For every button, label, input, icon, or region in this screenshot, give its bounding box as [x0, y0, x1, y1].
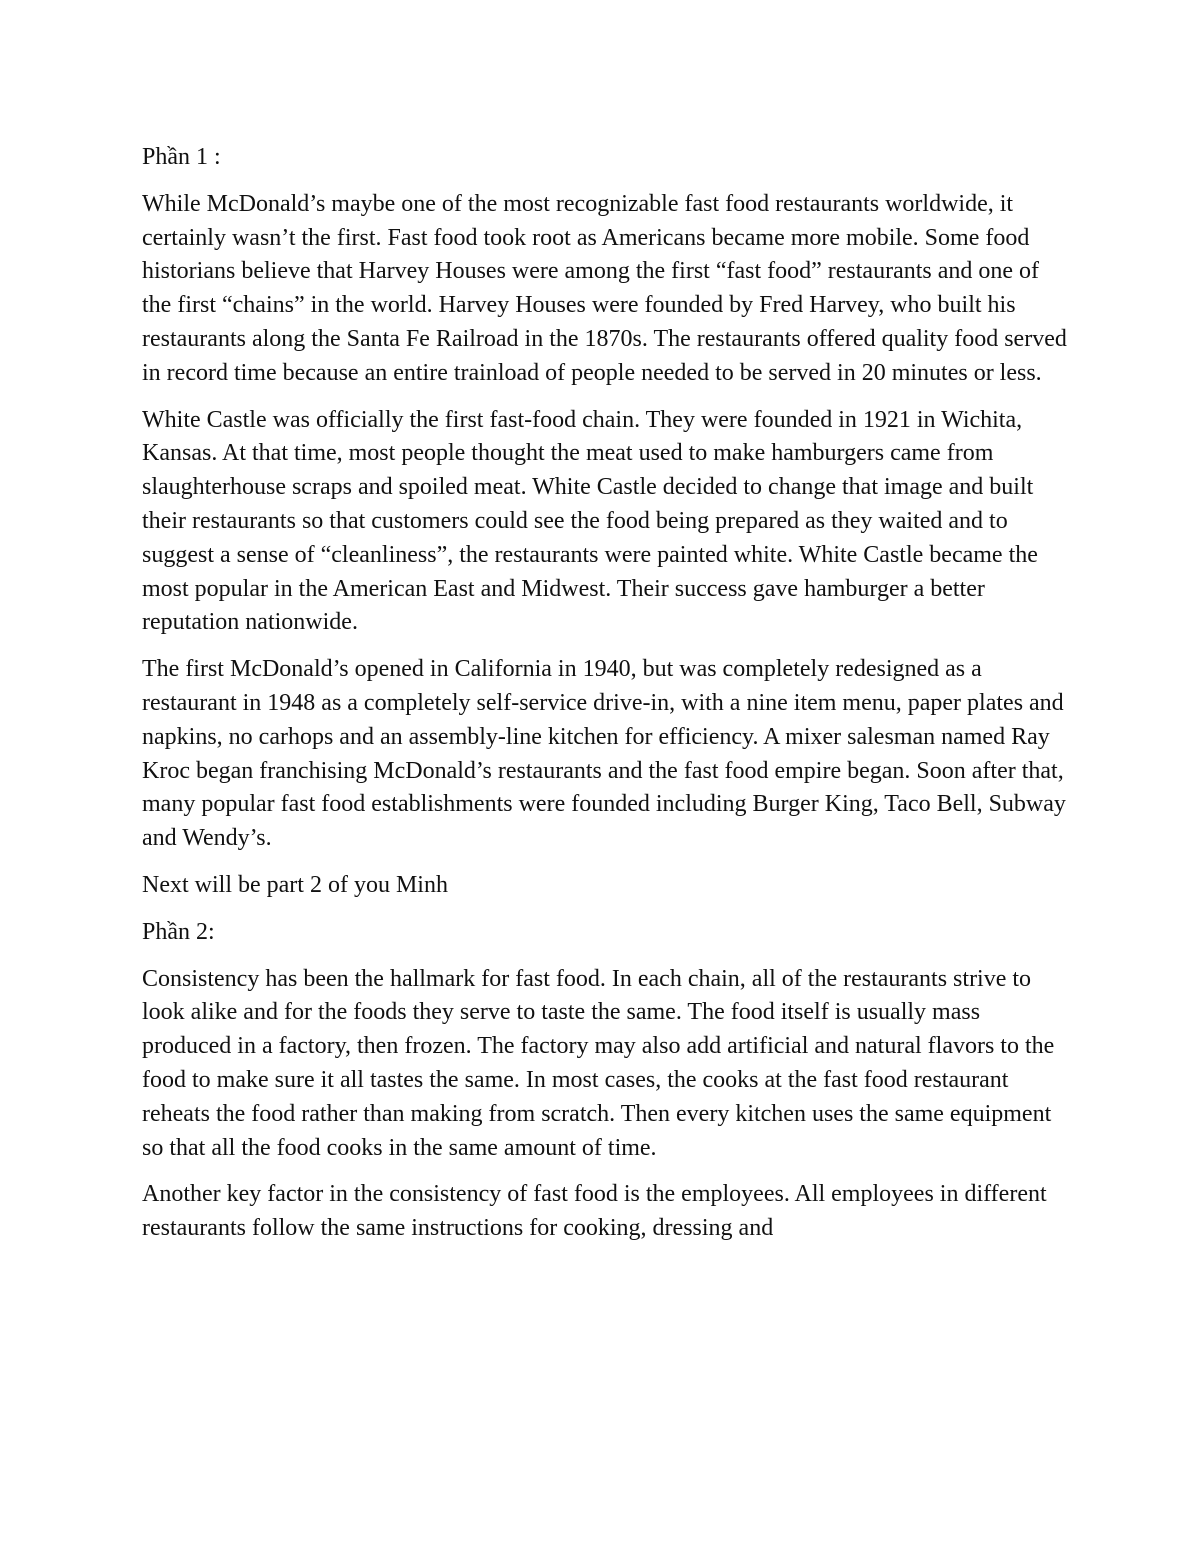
- document-body: [142, 141, 1072, 1259]
- paragraph-employees: Another key factor in the consistency of fast food is the employees. All employees in different restaurants follow the same instructions for cooking, dressing and: [142, 1181, 1047, 1242]
- transition-note: Next will be part 2 of you Minh: [142, 871, 448, 898]
- paragraph-harvey-houses: While McDonald’s maybe one of the most recognizable fast food restaurants worldwide, it certainly wasn’t the first. Fast food took root as Americans became more mobile. Some food historians believe that Harvey Houses were among the first “fast food” restaurants and one of the first “chains” in the world. Harvey Houses were founded by Fred Harvey, who built his restaurants along the Santa Fe Railroad in the 1870s. The restaurants offered quality food served in record time because an entire trainload of people needed to be served in 20 minutes or less.: [142, 190, 1067, 386]
- part-2-heading: Phần 2:: [142, 918, 215, 945]
- part-1-heading: Phần 1 :: [142, 144, 221, 170]
- paragraph-mcdonalds: The first McDonald’s opened in California in 1940, but was completely redesigned as a restaurant in 1948 as a completely self-service drive-in, with a nine item menu, paper plates and napkins, no carhops and an assembly-line kitchen for efficiency. A mixer salesman named Ray Kroc began franchising McDonald’s restaurants and the fast food empire began. Soon after that, many popular fast food establishments were founded including Burger King, Taco Bell, Subway and Wendy’s.: [142, 656, 1066, 852]
- paragraph-white-castle: White Castle was officially the first fast-food chain. They were founded in 1921 in Wichita, Kansas. At that time, most people thought the meat used to make hamburgers came from slaughterhouse scraps and spoiled meat. White Castle decided to change that image and built their restaurants so that customers could see the food being prepared as they waited and to suggest a sense of “cleanliness”, the restaurants were painted white. White Castle became the most popular in the American East and Midwest. Their success gave hamburger a better reputation nationwide.: [142, 406, 1038, 636]
- paragraph-consistency: Consistency has been the hallmark for fast food. In each chain, all of the restaurants strive to look alike and for the foods they serve to taste the same. The food itself is usually mass produced in a factory, then frozen. The factory may also add artificial and natural flavors to the food to make sure it all tastes the same. In most cases, the cooks at the fast food restaurant reheats the food rather than making from scratch. Then every kitchen uses the same equipment so that all the food cooks in the same amount of time.: [142, 965, 1055, 1161]
